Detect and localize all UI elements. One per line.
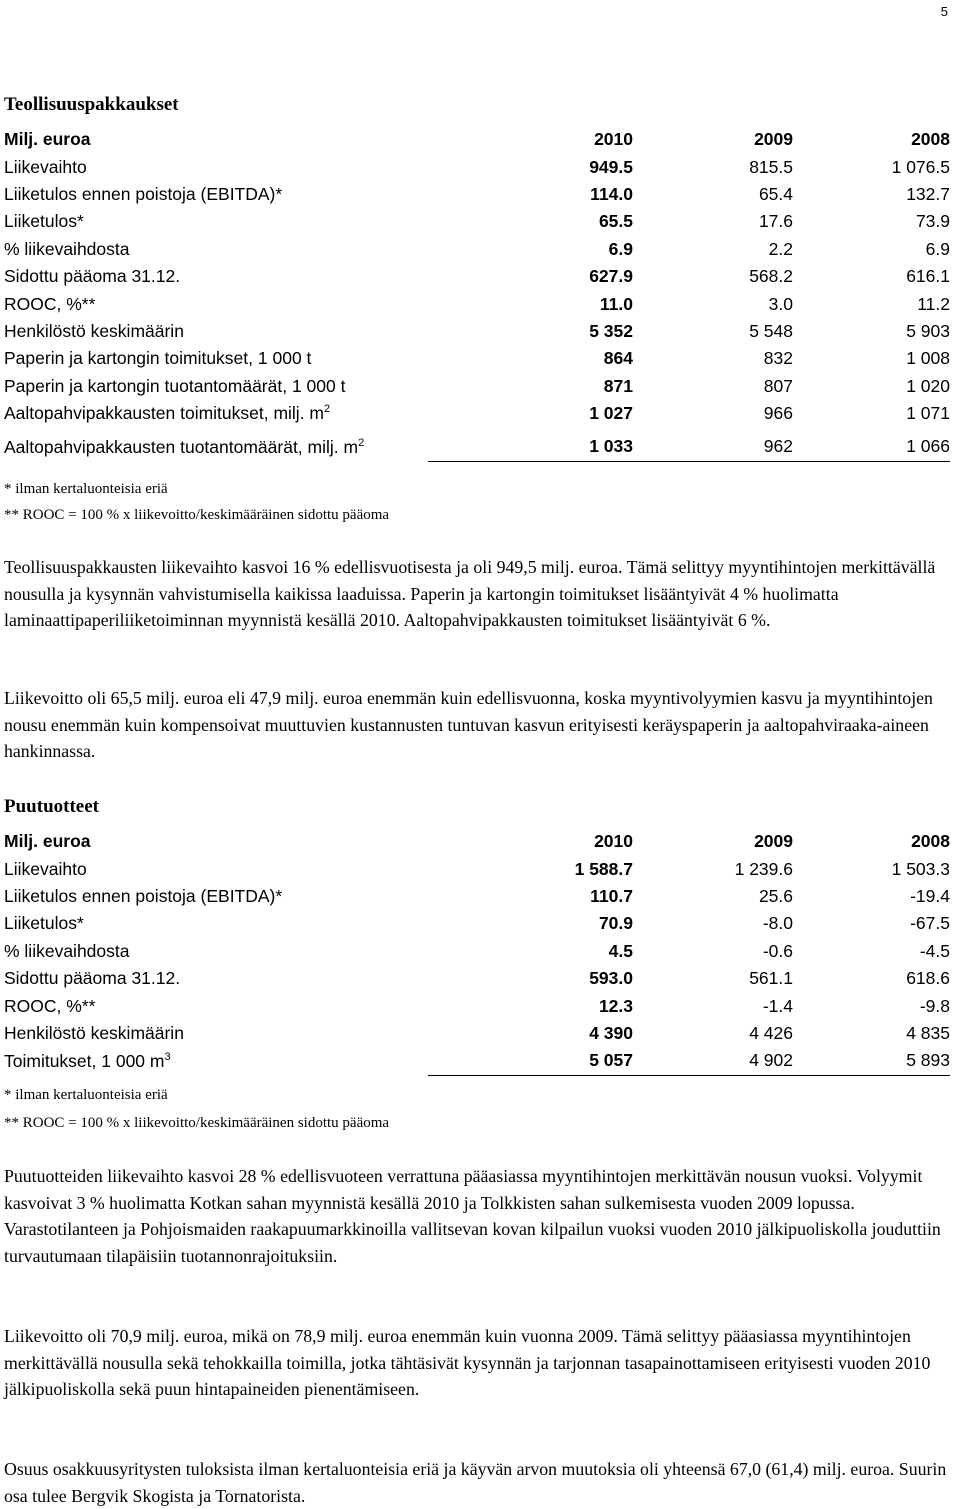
value-2008: 1 076.5 — [891, 156, 950, 177]
value-2009: 832 — [763, 348, 793, 369]
value-2009: 1 239.6 — [734, 858, 793, 879]
row-label: Liikevaihto — [4, 156, 87, 177]
value-2008: -4.5 — [919, 940, 950, 961]
row-label-text: Aaltopahvipakkausten tuotantomäärät, milj. m — [4, 436, 359, 457]
value-2008: 132.7 — [906, 183, 950, 204]
table-row — [4, 153, 950, 180]
value-2008: 1 020 — [906, 375, 950, 396]
footnote-rooc: ** ROOC = 100 % x liikevoitto/keskimääräinen sidottu pääoma — [4, 507, 390, 523]
value-2009: 815.5 — [749, 156, 793, 177]
value-2010: 70.9 — [598, 913, 633, 934]
value-2010: 5 057 — [428, 1047, 633, 1075]
superscript: 2 — [358, 436, 365, 449]
value-2010: 871 — [603, 375, 633, 396]
table-row — [4, 910, 950, 937]
table-row — [4, 290, 950, 317]
row-label: ROOC, %** — [4, 293, 96, 314]
value-2008: -9.8 — [919, 995, 950, 1016]
row-label: % liikevaihdosta — [4, 238, 130, 259]
header-2009: 2009 — [754, 831, 793, 852]
paragraph-profit: Liikevoitto oli 65,5 milj. euroa eli 47,9 milj. euroa enemmän kuin edellisvuonna, koska myyntivolyymien kasvu ja myyntihintojen nousu enemmän kuin kompensoivat muuttuvien kustannusten tuntuvan kasvun erityisesti keräyspaperin ja aaltopahviraaka-aineen hankinnassa. — [4, 688, 933, 761]
header-2010: 2010 — [594, 831, 633, 852]
table-row — [4, 883, 950, 910]
row-label — [4, 400, 428, 427]
value-2008: 618.6 — [906, 968, 950, 989]
value-2009: 2.2 — [768, 238, 793, 259]
header-2008: 2008 — [911, 831, 950, 852]
value-2009: 561.1 — [749, 968, 793, 989]
row-label: Liiketulos* — [4, 913, 84, 934]
table-row — [4, 1020, 950, 1047]
value-2010: 6.9 — [608, 238, 633, 259]
section-title-teollisuuspakkaukset: Teollisuuspakkaukset — [4, 94, 179, 115]
paragraph-profit: Liikevoitto oli 70,9 milj. euroa, mikä on 78,9 milj. euroa enemmän kuin vuonna 2009. Tämä selittyy pääasiassa myyntihintojen merkittävällä nousulla sekä tehokkailla toimilla, jotka tähtäsivät kysynnän ja tarjonnan tasapainottamiseen erityisesti vuoden 2010 jälkipuoliskolla sekä puun hintapaineiden pienentämiseen. — [4, 1326, 931, 1399]
financial-table-puutuotteet — [4, 828, 950, 1076]
value-2010: 864 — [603, 348, 633, 369]
header-label: Milj. euroa — [4, 129, 91, 150]
value-2009: 3.0 — [768, 293, 793, 314]
table-row — [4, 1047, 950, 1075]
value-2008: 1 008 — [906, 348, 950, 369]
value-2009: 962 — [633, 427, 793, 461]
row-label — [4, 427, 428, 461]
value-2008: 11.2 — [917, 293, 950, 314]
row-label: Liikevaihto — [4, 858, 87, 879]
row-label: % liikevaihdosta — [4, 940, 130, 961]
value-2010: 11.0 — [599, 293, 633, 314]
value-2010: 4.5 — [608, 940, 633, 961]
value-2009: -0.6 — [762, 940, 793, 961]
table-row — [4, 373, 950, 400]
page-number: 5 — [940, 4, 948, 19]
financial-table-teollisuuspakkaukset — [4, 126, 950, 462]
value-2008: -19.4 — [910, 885, 950, 906]
value-2008: 1 503.3 — [891, 858, 950, 879]
table-row — [4, 181, 950, 208]
value-2009: 568.2 — [749, 266, 793, 287]
table-header-row — [4, 828, 950, 855]
table-row — [4, 992, 950, 1019]
value-2010: 65.5 — [598, 211, 633, 232]
table-row — [4, 855, 950, 882]
value-2010: 114.0 — [590, 183, 633, 204]
value-2008: 5 893 — [793, 1047, 950, 1075]
value-2009: 17.6 — [758, 211, 793, 232]
value-2010: 5 352 — [589, 320, 633, 341]
value-2008: 73.9 — [915, 211, 950, 232]
table-row — [4, 318, 950, 345]
value-2010: 110.7 — [590, 885, 633, 906]
value-2010: 12.3 — [598, 995, 633, 1016]
paragraph-sales: Puutuotteiden liikevaihto kasvoi 28 % edellisvuoteen verrattuna pääasiassa myyntihintojen merkittävän nousun vuoksi. Volyymit kasvoivat 3 % huolimatta Kotkan sahan myynnistä kesällä 2010 ja Tolkkisten sahan sulkemisesta vuoden 2009 lopussa. Varastotilanteen ja Pohjoismaiden raakapuumarkkinoilla vallitsevan kovan kilpailun vuoksi vuoden 2010 jälkipuoliskolla jouduttiin turvautumaan tilapäisiin tuotannonrajoituksiin. — [4, 1166, 941, 1266]
row-label: Paperin ja kartongin toimitukset, 1 000 t — [4, 348, 312, 369]
superscript: 3 — [164, 1050, 171, 1063]
row-label: Henkilöstö keskimäärin — [4, 320, 184, 341]
value-2009: 25.6 — [758, 885, 793, 906]
table-row — [4, 938, 950, 965]
table-header-row — [4, 126, 950, 153]
paragraph-sales: Teollisuuspakkausten liikevaihto kasvoi 16 % edellisvuotisesta ja oli 949,5 milj. euroa. Tämä selittyy myyntihintojen merkittävällä nousulla ja kysynnän vahvistumisella kaikissa laaduissa. Paperin ja kartongin toimitukset lisääntyivät 4 % huolimatta laminaattipaperiliiketoiminnan myynnistä kesällä 2010. Aaltopahvipakkausten toimitukset lisääntyivät 6 %. — [4, 557, 936, 630]
section-title-puutuotteet: Puutuotteet — [4, 796, 99, 817]
row-label: Henkilöstö keskimäärin — [4, 1022, 184, 1043]
row-label: ROOC, %** — [4, 995, 96, 1016]
row-label: Paperin ja kartongin tuotantomäärät, 1 000 t — [4, 375, 346, 396]
value-2009: 4 426 — [749, 1022, 793, 1043]
footnote-rooc: ** ROOC = 100 % x liikevoitto/keskimääräinen sidottu pääoma — [4, 1115, 390, 1131]
value-2010: 1 027 — [589, 403, 633, 424]
row-label: Liiketulos ennen poistoja (EBITDA)* — [4, 183, 283, 204]
table-row — [4, 400, 950, 427]
value-2010: 1 588.7 — [574, 858, 633, 879]
value-2010: 4 390 — [589, 1022, 633, 1043]
value-2008: 1 066 — [793, 427, 950, 461]
value-2009: -1.4 — [762, 995, 793, 1016]
value-2008: 1 071 — [906, 403, 950, 424]
value-2008: 6.9 — [925, 238, 950, 259]
table-row — [4, 427, 950, 461]
row-label: Sidottu pääoma 31.12. — [4, 968, 181, 989]
value-2008: -67.5 — [910, 913, 950, 934]
table-row — [4, 236, 950, 263]
header-2009: 2009 — [754, 129, 793, 150]
value-2008: 616.1 — [906, 266, 950, 287]
table-row — [4, 965, 950, 992]
value-2010: 593.0 — [589, 968, 633, 989]
row-label: Liiketulos ennen poistoja (EBITDA)* — [4, 885, 283, 906]
header-2008: 2008 — [911, 129, 950, 150]
value-2008: 5 903 — [906, 320, 950, 341]
value-2010: 1 033 — [428, 427, 633, 461]
header-label: Milj. euroa — [4, 831, 91, 852]
value-2009: -8.0 — [762, 913, 793, 934]
value-2009: 5 548 — [749, 320, 793, 341]
value-2009: 4 902 — [633, 1047, 793, 1075]
footnote-one-off-items: * ilman kertaluonteisia eriä — [4, 1087, 168, 1103]
row-label-text: Aaltopahvipakkausten toimitukset, milj. m — [4, 403, 324, 424]
value-2010: 949.5 — [589, 156, 633, 177]
table-row — [4, 208, 950, 235]
paragraph-associates: Osuus osakkuusyritysten tuloksista ilman kertaluonteisia eriä ja käyvän arvon muutoksia oli yhteensä 67,0 (61,4) milj. euroa. Suurin osa tulee Bergvik Skogista ja Tornatorista. — [4, 1459, 947, 1506]
footnote-one-off-items: * ilman kertaluonteisia eriä — [4, 481, 168, 497]
header-2010: 2010 — [594, 129, 633, 150]
table-row — [4, 263, 950, 290]
row-label-text: Toimitukset, 1 000 m — [4, 1050, 165, 1071]
row-label: Sidottu pääoma 31.12. — [4, 266, 181, 287]
value-2010: 627.9 — [589, 266, 633, 287]
value-2009: 65.4 — [758, 183, 793, 204]
row-label — [4, 1047, 428, 1075]
row-label: Liiketulos* — [4, 211, 84, 232]
value-2009: 807 — [763, 375, 793, 396]
table-row — [4, 345, 950, 372]
value-2008: 4 835 — [906, 1022, 950, 1043]
superscript: 2 — [324, 403, 331, 416]
value-2009: 966 — [763, 403, 793, 424]
